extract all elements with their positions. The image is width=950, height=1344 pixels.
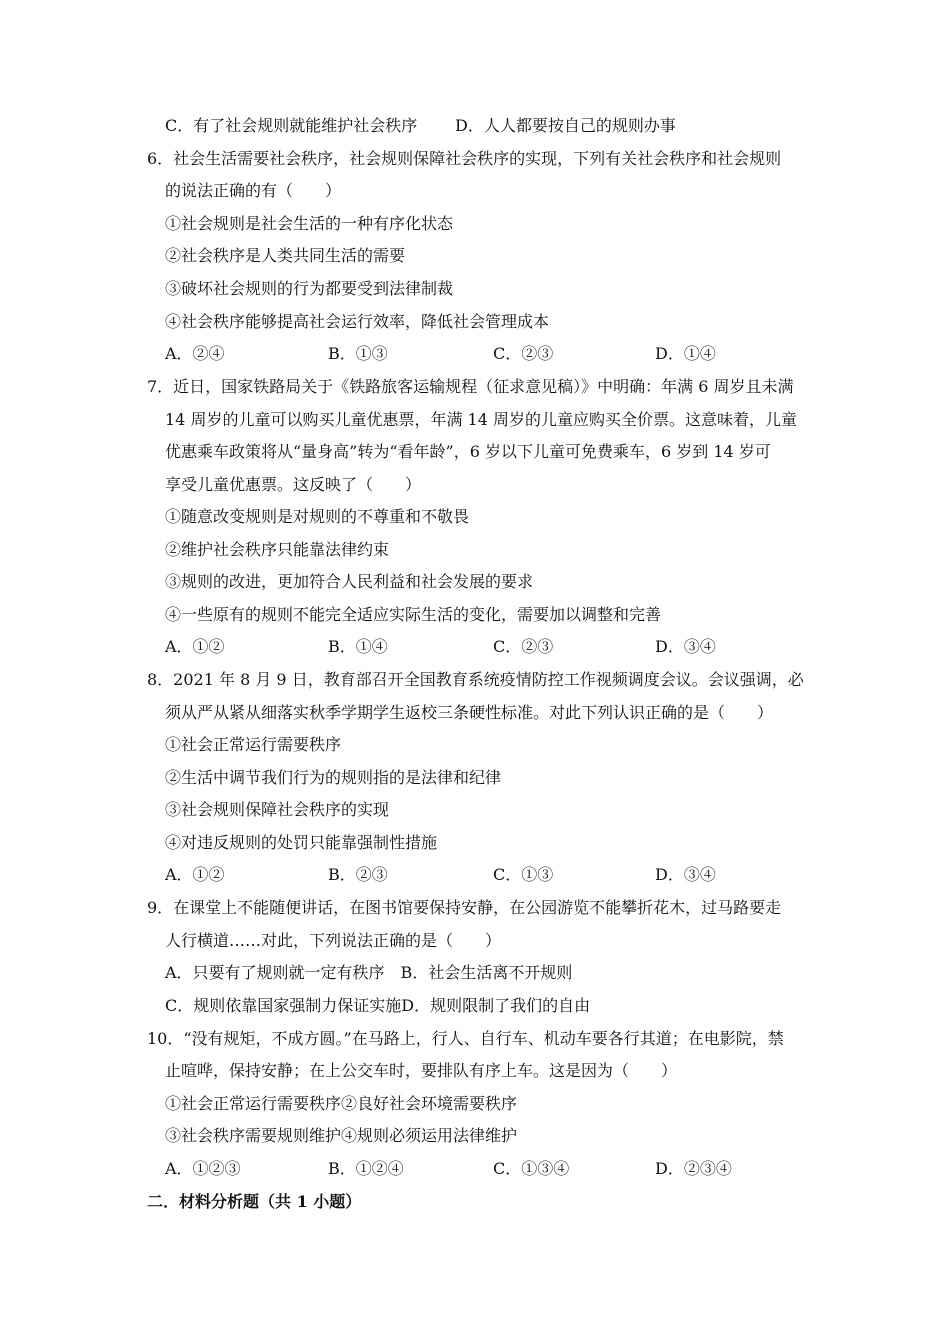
- q8-option-d: D．③④: [655, 865, 716, 884]
- q5-option-c: C．有了社会规则就能维护社会秩序: [165, 116, 418, 135]
- q7-stem-line-4: 享受儿童优惠票。这反映了（ ）: [165, 475, 422, 494]
- q10-option-d: D．②③④: [655, 1159, 732, 1178]
- q6-option-b: B．①③: [328, 344, 388, 363]
- q9-stem-line-2: 人行横道……对此，下列说法正确的是（ ）: [165, 931, 502, 950]
- q8-item-4: ④对违反规则的处罚只能靠强制性措施: [165, 833, 438, 852]
- q8-option-b: B．②③: [328, 865, 388, 884]
- q10-option-b: B．①②④: [328, 1159, 404, 1178]
- q7-option-a: A．①②: [165, 637, 225, 656]
- q7-stem-line-2: 14 周岁的儿童可以购买儿童优惠票，年满 14 周岁的儿童应购买全价票。这意味着，儿童: [165, 410, 797, 429]
- q6-item-1: ①社会规则是社会生活的一种有序化状态: [165, 214, 454, 233]
- q7-option-d: D．③④: [655, 637, 716, 656]
- q6-option-a: A．②④: [165, 344, 225, 363]
- q8-item-1: ①社会正常运行需要秩序: [165, 735, 342, 754]
- q10-option-a: A．①②③: [165, 1159, 241, 1178]
- q6-option-d: D．①④: [655, 344, 716, 363]
- q6-stem-line-2: 的说法正确的有（ ）: [165, 181, 342, 200]
- q9-options-row-1: A．只要有了规则就一定有秩序 B．社会生活离不开规则: [165, 963, 573, 982]
- section-2-heading: 二．材料分析题（共 1 小题）: [147, 1192, 362, 1211]
- q6-option-c: C．②③: [493, 344, 554, 363]
- q7-option-b: B．①④: [328, 637, 388, 656]
- q7-item-3: ③规则的改进，更加符合人民利益和社会发展的要求: [165, 572, 534, 591]
- q8-stem-line-2: 须从严从紧从细落实秋季学期学生返校三条硬性标准。对此下列认识正确的是（ ）: [165, 703, 774, 722]
- q8-item-2: ②生活中调节我们行为的规则指的是法律和纪律: [165, 768, 502, 787]
- q8-option-a: A．①②: [165, 865, 225, 884]
- q7-item-4: ④一些原有的规则不能完全适应实际生活的变化，需要加以调整和完善: [165, 605, 662, 624]
- q6-stem-line-1: 6．社会生活需要社会秩序，社会规则保障社会秩序的实现，下列有关社会秩序和社会规则: [147, 149, 782, 168]
- q8-stem-line-1: 8．2021 年 8 月 9 日，教育部召开全国教育系统疫情防控工作视频调度会议。会议强调，必: [147, 670, 804, 689]
- q10-stem-line-1: 10．“没有规矩，不成方圆。”在马路上，行人、自行车、机动车要各行其道；在电影院，禁: [147, 1029, 784, 1048]
- q10-stem-line-2: 止喧哗，保持安静；在上公交车时，要排队有序上车。这是因为（ ）: [165, 1061, 678, 1080]
- q10-items-row-2: ③社会秩序需要规则维护④规则必须运用法律维护: [165, 1126, 518, 1145]
- q9-options-row-2: C．规则依靠国家强制力保证实施D．规则限制了我们的自由: [165, 996, 591, 1015]
- q6-item-2: ②社会秩序是人类共同生活的需要: [165, 246, 406, 265]
- q8-item-3: ③社会规则保障社会秩序的实现: [165, 800, 390, 819]
- q7-option-c: C．②③: [493, 637, 554, 656]
- q6-item-4: ④社会秩序能够提高社会运行效率，降低社会管理成本: [165, 312, 550, 331]
- q10-items-row-1: ①社会正常运行需要秩序②良好社会环境需要秩序: [165, 1094, 518, 1113]
- q7-item-2: ②维护社会秩序只能靠法律约束: [165, 540, 390, 559]
- q7-item-1: ①随意改变规则是对规则的不尊重和不敬畏: [165, 507, 470, 526]
- q8-option-c: C．①③: [493, 865, 554, 884]
- q9-stem-line-1: 9．在课堂上不能随便讲话，在图书馆要保持安静，在公园游览不能攀折花木，过马路要走: [147, 898, 782, 917]
- q5-option-d: D．人人都要按自己的规则办事: [455, 116, 676, 135]
- q7-stem-line-3: 优惠乘车政策将从“量身高”转为“看年龄”，6 岁以下儿童可免费乘车，6 岁到 14 岁可: [165, 442, 771, 461]
- q7-stem-line-1: 7．近日，国家铁路局关于《铁路旅客运输规程（征求意见稿）》中明确：年满 6 周岁且未满: [147, 377, 794, 396]
- q6-item-3: ③破坏社会规则的行为都要受到法律制裁: [165, 279, 454, 298]
- q10-option-c: C．①③④: [493, 1159, 570, 1178]
